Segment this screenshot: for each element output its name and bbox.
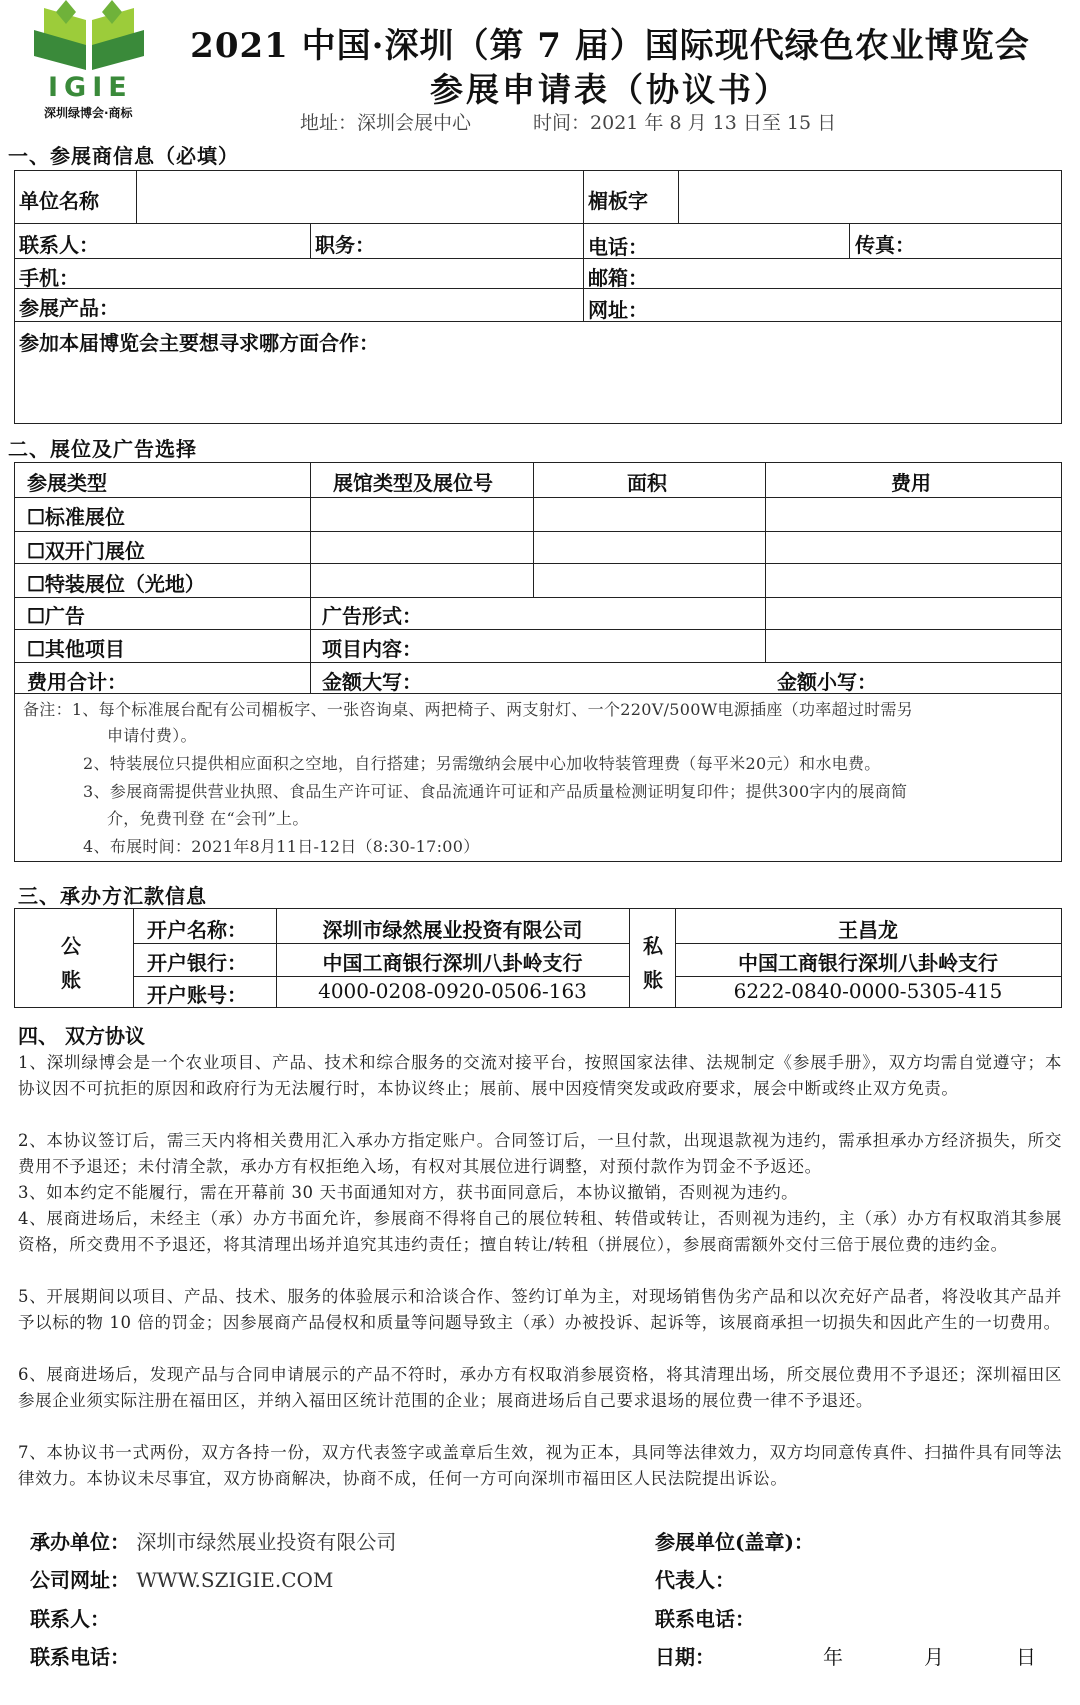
exhibitor-phone-line	[655, 1603, 755, 1632]
organizer-value: 深圳市绿然展业投资有限公司	[136, 1530, 397, 1554]
public-account-label: 公账	[61, 934, 81, 992]
address-text: 地址：深圳会展中心	[300, 112, 472, 134]
date-month: 月	[924, 1645, 944, 1669]
amount-upper-label: 金额大写：	[322, 670, 422, 694]
private-account-name: 王昌龙	[838, 918, 898, 942]
fax-label: 传真：	[855, 233, 915, 257]
exhibitor-phone-label: 联系电话：	[655, 1607, 755, 1631]
note-line-3: 2、特装展位只提供相应面积之空地，自行搭建；另需缴纳会展中心加收特装管理费（每平米20元）和水电费。	[83, 754, 881, 773]
exhibitor-info-table	[14, 170, 1062, 424]
clause-7: 7、本协议书一式两份，双方各持一份，双方代表签字或盖章后生效，视为正本，具同等法律效力，双方均同意传真件、扫描件具有同等法律效力。本协议未尽事宜，双方协商解决，协商不成，任何一方可向深圳市福田区人民法院提出诉讼。	[18, 1443, 1062, 1488]
checkbox-other-items[interactable]: ☐其他项目	[27, 637, 125, 661]
representative-line	[655, 1564, 735, 1593]
col-header-hall: 展馆类型及展位号	[333, 471, 493, 495]
note-line-5: 介，免费刊登 在“会刊”上。	[107, 809, 309, 828]
note-line-6: 4、布展时间：2021年8月11日-12日（8:30-17:00）	[83, 837, 480, 856]
private-account-number: 6222-0840-0000-5305-415	[733, 979, 1003, 1003]
address-line	[300, 108, 836, 135]
section1-heading: 一、参展商信息（必填）	[8, 144, 239, 168]
checkbox-double-door-booth[interactable]: ☐双开门展位	[27, 539, 145, 563]
website-label: 网址：	[588, 298, 648, 322]
note-line-1: 备注：1、每个标准展台配有公司楣板字、一张咨询桌、两把椅子、两支射灯、一个220V/500W电源插座（功率超过时需另	[23, 700, 914, 719]
bank-label: 开户银行：	[147, 951, 247, 975]
exhibitor-line	[655, 1526, 814, 1555]
section2-heading: 二、展位及广告选择	[8, 437, 197, 461]
organizer-contact-label: 联系人：	[30, 1607, 110, 1631]
clause-3: 3、如本约定不能履行，需在开幕前 30 天书面通知对方，获书面同意后，本协议撤销，否则视为违约。	[18, 1183, 799, 1202]
cooperation-label: 参加本届博览会主要想寻求哪方面合作：	[19, 331, 379, 355]
logo-subtitle: 深圳绿博会·商标	[44, 106, 133, 120]
organizer-phone-line	[30, 1641, 130, 1670]
company-website-label: 公司网址：	[30, 1568, 130, 1592]
organizer-line	[30, 1526, 396, 1555]
private-bank: 中国工商银行深圳八卦岭支行	[738, 951, 998, 975]
date-label: 日期：	[655, 1645, 715, 1669]
amount-lower-label: 金额小写：	[777, 670, 877, 694]
date-year: 年	[823, 1645, 843, 1669]
item-content-label: 项目内容：	[322, 637, 422, 661]
remittance-table	[14, 908, 1062, 1008]
section4-heading: 四、 双方协议	[18, 1024, 145, 1048]
private-account-label: 私账	[643, 934, 663, 992]
mobile-label: 手机：	[19, 266, 79, 290]
date-day: 日	[1016, 1645, 1036, 1669]
website-line	[30, 1564, 333, 1593]
time-text: 时间：2021 年 8 月 13 日至 15 日	[533, 112, 837, 134]
organizer-label: 承办单位：	[30, 1530, 130, 1554]
col-header-fee: 费用	[891, 471, 931, 495]
account-no-label: 开户账号：	[147, 983, 247, 1007]
checkbox-special-booth[interactable]: ☐特装展位（光地）	[27, 572, 205, 596]
clause-4: 4、展商进场后，未经主（承）办方书面允许，参展商不得将自己的展位转租、转借或转让，否则视为违约，主（承）办方有权取消其参展资格，所交费用不予退还，将其清理出场并追究其违约责任；擅自转让/转租（拼展位），参展商需额外交付三倍于展位费的违约金。	[18, 1209, 1062, 1254]
organizer-phone-label: 联系电话：	[30, 1645, 130, 1669]
date-line	[655, 1641, 715, 1670]
contact-label: 联系人：	[19, 233, 99, 257]
ad-form-label: 广告形式：	[322, 604, 422, 628]
booth-ad-table	[14, 462, 1062, 862]
organizer-contact-line	[30, 1603, 110, 1632]
section3-heading: 三、承办方汇款信息	[18, 884, 207, 908]
account-name-label: 开户名称：	[147, 918, 247, 942]
page-subtitle: 参展申请表（协议书）	[430, 70, 790, 109]
note-line-2: 申请付费）。	[107, 726, 197, 745]
company-website-value[interactable]: WWW.SZIGIE.COM	[136, 1568, 334, 1592]
total-fee-label: 费用合计：	[27, 670, 127, 694]
public-bank: 中国工商银行深圳八卦岭支行	[322, 951, 583, 975]
col-header-type: 参展类型	[27, 471, 107, 495]
checkbox-standard-booth[interactable]: ☐标准展位	[27, 505, 125, 529]
phone-label: 电话：	[588, 235, 648, 259]
clause-6: 6、展商进场后，发现产品与合同申请展示的产品不符时，承办方有权取消参展资格，将其清理出场，所交展位费用不予退还；深圳福田区参展企业须实际注册在福田区，并纳入福田区统计范围的企业；展商进场后自己要求退场的展位费一律不予退还。	[18, 1365, 1062, 1410]
representative-label: 代表人：	[655, 1568, 735, 1592]
clause-5: 5、开展期间以项目、产品、技术、服务的体验展示和洽谈合作、签约订单为主，对现场销售伪劣产品和以次充好产品者，将没收其产品并予以标的物 10 倍的罚金；因参展商产品侵权和质量等问题导致主（承）办被投诉、起诉等，该展商承担一切损失和因此产生的一切费用。	[18, 1287, 1062, 1332]
exhibitor-label: 参展单位(盖章)：	[655, 1530, 814, 1554]
col-header-area: 面积	[627, 471, 667, 495]
page-title: 2021 中国·深圳（第 7 届）国际现代绿色农业博览会	[190, 26, 1030, 66]
public-account-name: 深圳市绿然展业投资有限公司	[322, 918, 583, 942]
products-label: 参展产品：	[19, 296, 119, 320]
clause-1: 1、深圳绿博会是一个农业项目、产品、技术和综合服务的交流对接平台，按照国家法律、法规制定《参展手册》，双方均需自觉遵守；本协议因不可抗拒的原因和政府行为无法履行时，本协议终止；展前、展中因疫情突发或政府要求，展会中断或终止双方免责。	[18, 1053, 1062, 1098]
email-label: 邮箱：	[588, 266, 648, 290]
note-line-4: 3、参展商需提供营业执照、食品生产许可证、食品流通许可证和产品质量检测证明复印件；提供300字内的展商简	[83, 782, 908, 801]
checkbox-advertising[interactable]: ☐广告	[27, 604, 85, 628]
clause-2: 2、本协议签订后，需三天内将相关费用汇入承办方指定账户。合同签订后，一旦付款，出现退款视为违约，需承担承办方经济损失，所交费用不予退还；未付清全款，承办方有权拒绝入场，有权对其展位进行调整，对预付款作为罚金不予返还。	[18, 1131, 1062, 1176]
public-account-number: 4000-0208-0920-0506-163	[318, 979, 587, 1003]
logo-text: IGIE	[48, 72, 133, 103]
position-label: 职务：	[315, 233, 375, 257]
fascia-label: 楣板字	[588, 189, 648, 213]
company-name-label: 单位名称	[19, 189, 99, 213]
